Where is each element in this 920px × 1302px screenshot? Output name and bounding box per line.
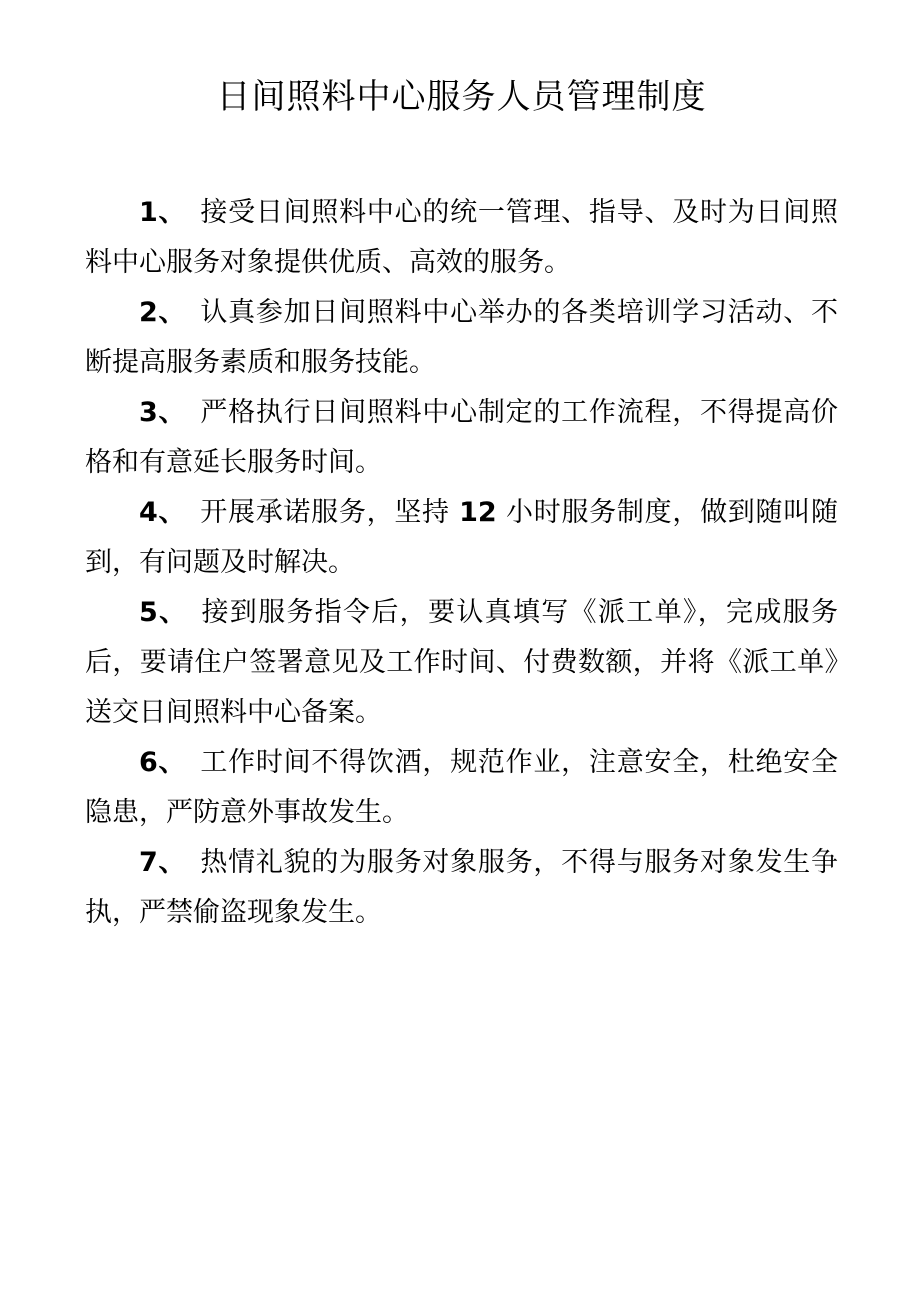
item-6-number: 6、: [139, 747, 187, 778]
policy-item-3: [85, 388, 838, 488]
policy-item-1: [85, 188, 838, 288]
item-7-text: 热情礼貌的为服务对象服务，不得与服务对象发生争执，严禁偷盗现象发生。: [85, 847, 838, 928]
policy-item-5: [85, 588, 838, 738]
item-1-text: 接受日间照料中心的统一管理、指导、及时为日间照料中心服务对象提供优质、高效的服务。: [85, 197, 838, 278]
policy-item-2: [85, 288, 838, 388]
item-3-text: 严格执行日间照料中心制定的工作流程，不得提高价格和有意延长服务时间。: [85, 397, 838, 478]
document-title: 日间照料中心服务人员管理制度: [216, 77, 707, 117]
document-body: [85, 188, 838, 938]
item-5-number: 5、: [139, 597, 188, 628]
item-4-text: 开展承诺服务，坚持: [200, 497, 460, 528]
item-5-text: 接到服务指令后，要认真填写《派工单》，完成服务后，要请住户签署意见及工作时间、付费数额，并将《派工单》送交日间照料中心备案。: [85, 597, 838, 728]
item-3-number: 3、: [139, 397, 187, 428]
item-6-text: 工作时间不得饮酒，规范作业，注意安全，杜绝安全隐患，严防意外事故发生。: [85, 747, 838, 828]
item-4-bold-text: 12: [459, 497, 497, 528]
policy-item-4: [85, 488, 838, 588]
item-4-text-after: 小时服务制度，做到随叫随到，有问题及时解决。: [85, 497, 838, 578]
item-4-number: 4、: [139, 497, 187, 528]
policy-item-7: [85, 838, 838, 938]
policy-item-6: [85, 738, 838, 838]
item-2-text: 认真参加日间照料中心举办的各类培训学习活动、不断提高服务素质和服务技能。: [85, 297, 838, 378]
item-1-number: 1、: [139, 197, 187, 228]
item-2-number: 2、: [139, 297, 187, 328]
item-7-number: 7、: [139, 847, 187, 878]
